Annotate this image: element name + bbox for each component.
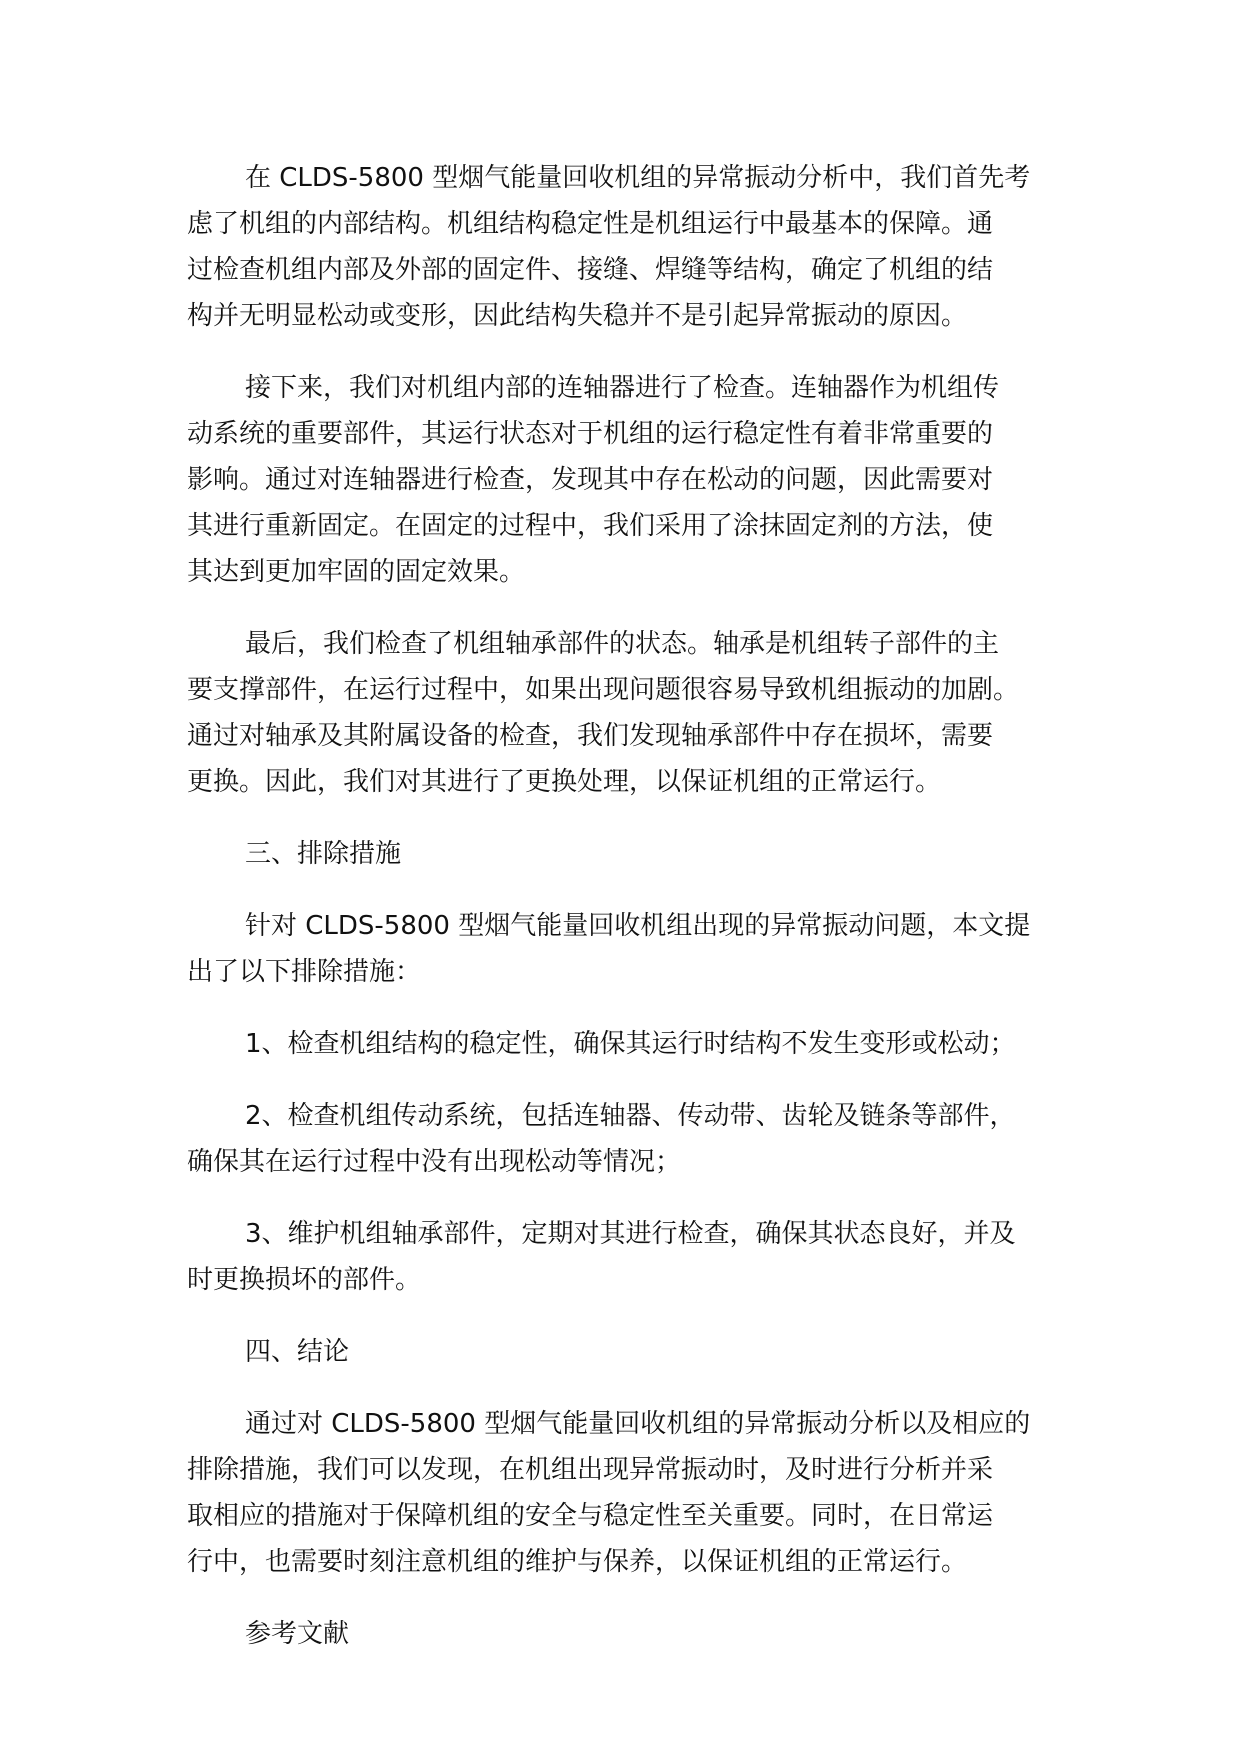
text-line: 时更换损坏的部件。 — [187, 1265, 422, 1295]
section-heading-references — [187, 1611, 1067, 1657]
section-heading-measures — [187, 831, 1067, 877]
paragraph-measures-intro — [187, 903, 1067, 995]
list-item-2 — [187, 1093, 1067, 1185]
text-line: 行中，也需要时刻注意机组的维护与保养，以保证机组的正常运行。 — [187, 1547, 968, 1577]
paragraph-structure-analysis — [187, 155, 1067, 339]
text-line: 通过对 CLDS-5800 型烟气能量回收机组的异常振动分析以及相应的 — [245, 1409, 1031, 1439]
heading-line: 四、结论 — [245, 1337, 350, 1367]
text-line: 确保其在运行过程中没有出现松动等情况； — [187, 1147, 682, 1177]
text-line: 虑了机组的内部结构。机组结构稳定性是机组运行中最基本的保障。通 — [187, 209, 994, 239]
text-line: 出了以下排除措施： — [187, 957, 422, 987]
heading-line: 参考文献 — [245, 1619, 350, 1649]
heading-line: 三、排除措施 — [245, 839, 402, 869]
list-item-1 — [187, 1021, 1067, 1067]
text-line: 更换。因此，我们对其进行了更换处理，以保证机组的正常运行。 — [187, 767, 942, 797]
text-line: 其达到更加牢固的固定效果。 — [187, 557, 526, 587]
section-heading-conclusion — [187, 1329, 1067, 1375]
list-item-3 — [187, 1211, 1067, 1303]
text-line: 在 CLDS-5800 型烟气能量回收机组的异常振动分析中，我们首先考 — [245, 163, 1031, 193]
text-line: 3、维护机组轴承部件，定期对其进行检查，确保其状态良好，并及 — [245, 1219, 1016, 1249]
text-line: 过检查机组内部及外部的固定件、接缝、焊缝等结构，确定了机组的结 — [187, 255, 994, 285]
paragraph-conclusion — [187, 1401, 1067, 1585]
text-line: 影响。通过对连轴器进行检查，发现其中存在松动的问题，因此需要对 — [187, 465, 994, 495]
paragraph-bearing-check — [187, 621, 1067, 805]
text-line: 针对 CLDS-5800 型烟气能量回收机组出现的异常振动问题，本文提 — [245, 911, 1031, 941]
text-line: 通过对轴承及其附属设备的检查，我们发现轴承部件中存在损坏，需要 — [187, 721, 994, 751]
text-line: 排除措施，我们可以发现，在机组出现异常振动时，及时进行分析并采 — [187, 1455, 994, 1485]
text-line: 要支撑部件，在运行过程中，如果出现问题很容易导致机组振动的加剧。 — [187, 675, 1020, 705]
text-line: 接下来，我们对机组内部的连轴器进行了检查。连轴器作为机组传 — [245, 373, 1000, 403]
text-line: 最后，我们检查了机组轴承部件的状态。轴承是机组转子部件的主 — [245, 629, 1000, 659]
text-line: 2、检查机组传动系统，包括连轴器、传动带、齿轮及链条等部件， — [245, 1101, 1016, 1131]
text-line: 1、检查机组结构的稳定性，确保其运行时结构不发生变形或松动； — [245, 1029, 1016, 1059]
paragraph-coupling-check — [187, 365, 1067, 595]
text-line: 构并无明显松动或变形，因此结构失稳并不是引起异常振动的原因。 — [187, 301, 968, 331]
text-line: 取相应的措施对于保障机组的安全与稳定性至关重要。同时，在日常运 — [187, 1501, 994, 1531]
document-page — [187, 155, 1067, 1657]
text-line: 动系统的重要部件，其运行状态对于机组的运行稳定性有着非常重要的 — [187, 419, 994, 449]
text-line: 其进行重新固定。在固定的过程中，我们采用了涂抹固定剂的方法，使 — [187, 511, 994, 541]
